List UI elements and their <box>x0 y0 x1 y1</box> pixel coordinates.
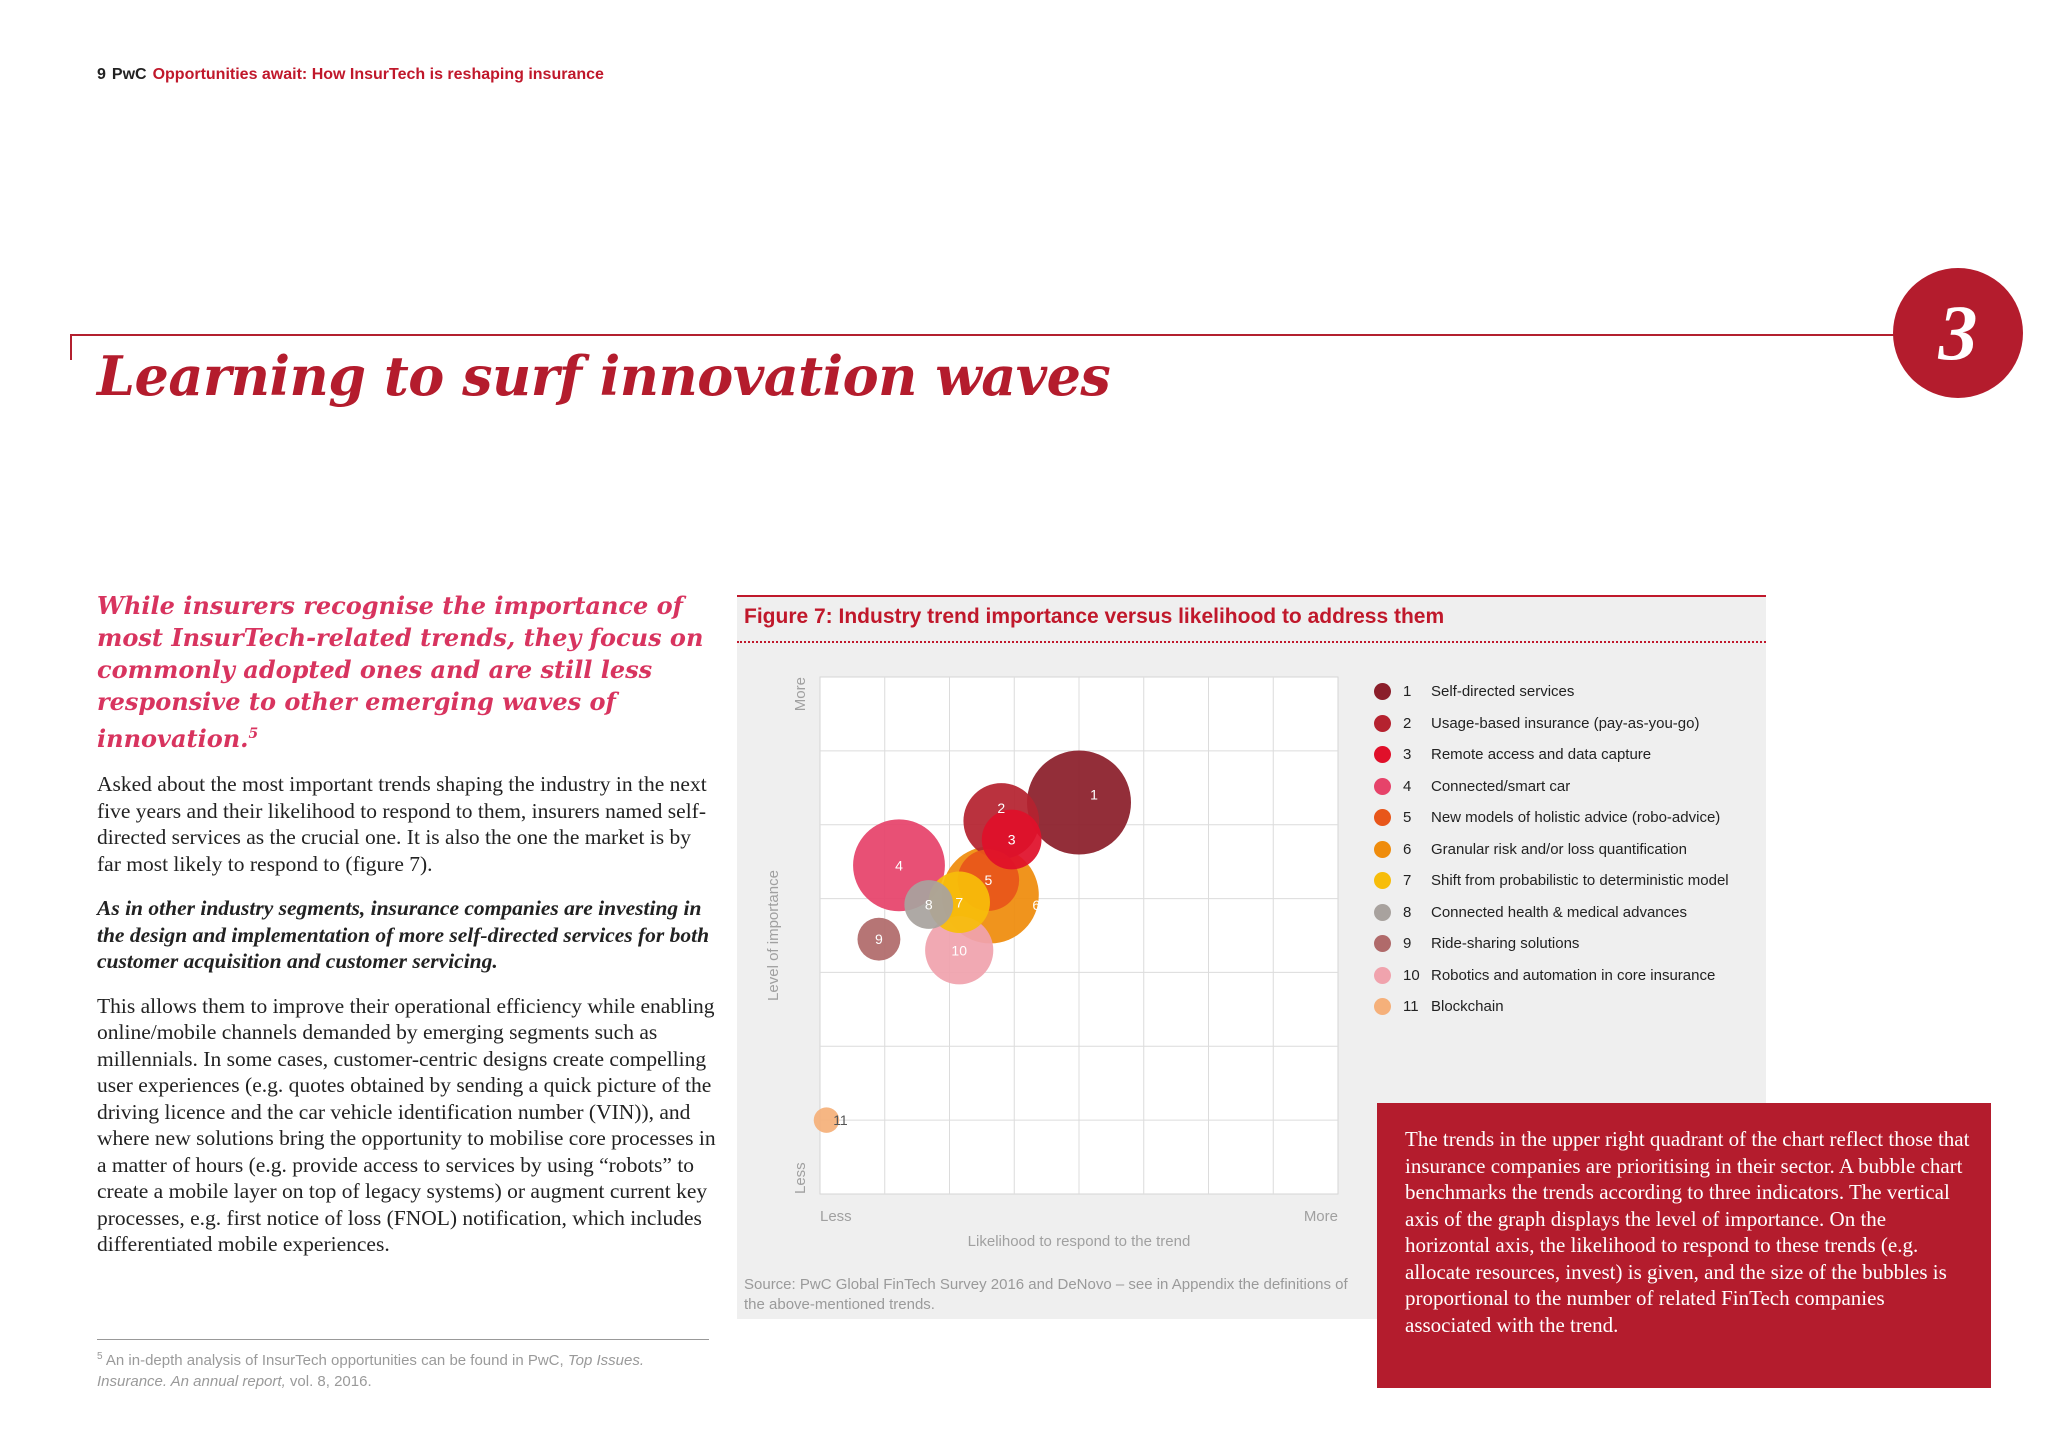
legend-number: 3 <box>1403 746 1412 764</box>
legend-number: 6 <box>1403 840 1412 858</box>
callout-text: The trends in the upper right quadrant of the chart reflect those that insurance companies are prioritising in their sector. A bubble chart benchmarks the trends according to three indicators. The vertical axis of the graph displays the level of importance. On the horizontal axis, the likelihood to respond to these trends (e.g. allocate resources, invest) is given, and the size of the bubbles is proportional to the number of related FinTech companies associated with the trend. <box>1405 1127 1970 1337</box>
legend-item-9 <box>1374 928 1754 960</box>
legend-number: 10 <box>1403 966 1420 984</box>
legend-item-6 <box>1374 834 1754 866</box>
paragraph-2: As in other industry segments, insurance companies are investing in the design and implementation of more self-directed services for both customer acquisition and customer servicing. <box>97 896 710 973</box>
legend-number: 2 <box>1403 714 1412 732</box>
legend-swatch <box>1374 935 1391 952</box>
bubble-label-11: 11 <box>833 1112 848 1129</box>
legend-item-8 <box>1374 897 1754 929</box>
legend-swatch <box>1374 683 1391 700</box>
legend-item-3 <box>1374 739 1754 771</box>
title-rule <box>70 334 1895 336</box>
bubble-label-2: 2 <box>997 800 1006 817</box>
y-axis-title: Level of importance <box>765 870 782 1001</box>
legend-label: Connected health & medical advances <box>1431 903 1687 921</box>
legend-label: Connected/smart car <box>1431 777 1571 795</box>
legend-label: Robotics and automation in core insurance <box>1431 966 1716 984</box>
legend-item-7 <box>1374 865 1754 897</box>
legend-swatch <box>1374 841 1391 858</box>
paragraph-1: Asked about the most important trends shaping the industry in the next five years and their likelihood to respond to them, insurers named self-directed services as the crucial one. It is also the one the market is by far most likely to respond to (figure 7). <box>97 772 707 876</box>
legend-number: 5 <box>1403 809 1412 827</box>
y-axis-low-label: Less <box>792 1162 809 1194</box>
legend-label: Granular risk and/or loss quantification <box>1431 840 1687 858</box>
y-axis-high-label: More <box>792 677 809 712</box>
x-axis-high-label: More <box>1303 1208 1338 1225</box>
document-title: Opportunities await: How InsurTech is reshaping insurance <box>152 66 604 83</box>
bubble-label-3: 3 <box>1007 831 1016 848</box>
x-axis-title: Likelihood to respond to the trend <box>967 1233 1191 1250</box>
brand-name: PwC <box>111 66 147 83</box>
pull-quote <box>97 590 717 755</box>
footnote <box>97 1346 697 1392</box>
legend-number: 1 <box>1403 683 1412 701</box>
legend-swatch <box>1374 904 1391 921</box>
page-number: 9 <box>97 66 106 83</box>
legend-number: 9 <box>1403 935 1412 953</box>
figure-source: Source: PwC Global FinTech Survey 2016 and DeNovo – see in Appendix the definitions of the above-mentioned trends. <box>744 1276 1348 1313</box>
running-header <box>97 66 604 84</box>
footnote-text-after: vol. 8, 2016. <box>285 1373 372 1390</box>
legend-number: 11 <box>1403 998 1419 1016</box>
legend-swatch <box>1374 967 1391 984</box>
bubble-label-6: 6 <box>1032 896 1041 913</box>
legend-number: 8 <box>1403 903 1412 921</box>
legend-item-4 <box>1374 771 1754 803</box>
bubble-1 <box>1027 751 1131 855</box>
chart-legend <box>1374 676 1754 1023</box>
chapter-badge <box>1893 268 2023 398</box>
figure-title: Figure 7: Industry trend importance versus likelihood to address them <box>744 605 1445 628</box>
legend-label: Self-directed services <box>1431 683 1575 701</box>
legend-swatch <box>1374 746 1391 763</box>
legend-item-1 <box>1374 676 1754 708</box>
pull-quote-ref: 5 <box>248 726 259 742</box>
pull-quote-text: While insurers recognise the importance of most InsurTech-related trends, they focus on commonly adopted ones and are still less responsive to other emerging waves of innovation. <box>97 591 704 753</box>
footnote-italic: Top Issues. Insurance. An annual report, <box>97 1352 645 1390</box>
page-title: Learning to surf innovation waves <box>97 344 1111 408</box>
title-rule-tick <box>70 334 72 360</box>
legend-number: 7 <box>1403 872 1412 890</box>
bubble-chart <box>737 660 1357 1270</box>
bubble-label-8: 8 <box>924 896 933 913</box>
bubble-label-10: 10 <box>951 942 968 959</box>
bubble-label-1: 1 <box>1090 786 1098 803</box>
bubble-label-7: 7 <box>955 894 964 911</box>
legend-item-2 <box>1374 708 1754 740</box>
legend-item-11 <box>1374 991 1754 1023</box>
legend-label: Blockchain <box>1431 998 1504 1016</box>
legend-item-10 <box>1374 960 1754 992</box>
legend-label: Usage-based insurance (pay-as-you-go) <box>1431 714 1700 732</box>
bubble-label-9: 9 <box>875 931 883 948</box>
x-axis-low-label: Less <box>820 1208 852 1225</box>
figure-title-divider <box>737 641 1766 643</box>
bubble-label-4: 4 <box>895 857 903 874</box>
legend-swatch <box>1374 778 1391 795</box>
legend-swatch <box>1374 998 1391 1015</box>
legend-number: 4 <box>1403 777 1412 795</box>
legend-swatch <box>1374 809 1391 826</box>
footnote-rule <box>97 1339 709 1340</box>
legend-swatch <box>1374 872 1391 889</box>
legend-label: Ride-sharing solutions <box>1431 935 1580 953</box>
footnote-text-before: An in-depth analysis of InsurTech opportunities can be found in PwC, <box>105 1352 568 1369</box>
paragraph-3: This allows them to improve their operational efficiency while enabling online/mobile channels demanded by emerging segments such as millennials. In some cases, customer-centric designs create compelling user experiences (e.g. quotes obtained by sending a quick picture of the driving licence and the car vehicle identification number (VIN)), and where new solutions bring the opportunity to mobilise core processes in a matter of hours (e.g. provide access to services by using “robots” to create a mobile layer on top of legacy systems) or augment current key processes, e.g. first notice of loss (FNOL) notification, which includes differentiated mobile experiences. <box>97 993 716 1256</box>
figure-top-rule <box>737 595 1766 597</box>
bubble-label-5: 5 <box>984 872 993 889</box>
legend-label: New models of holistic advice (robo-advice) <box>1431 809 1721 827</box>
legend-label: Remote access and data capture <box>1431 746 1652 764</box>
legend-label: Shift from probabilistic to deterministic model <box>1431 872 1729 890</box>
legend-item-5 <box>1374 802 1754 834</box>
footnote-marker: 5 <box>97 1351 103 1362</box>
legend-swatch <box>1374 715 1391 732</box>
chapter-number: 3 <box>1938 289 1978 376</box>
left-column <box>97 590 717 1276</box>
